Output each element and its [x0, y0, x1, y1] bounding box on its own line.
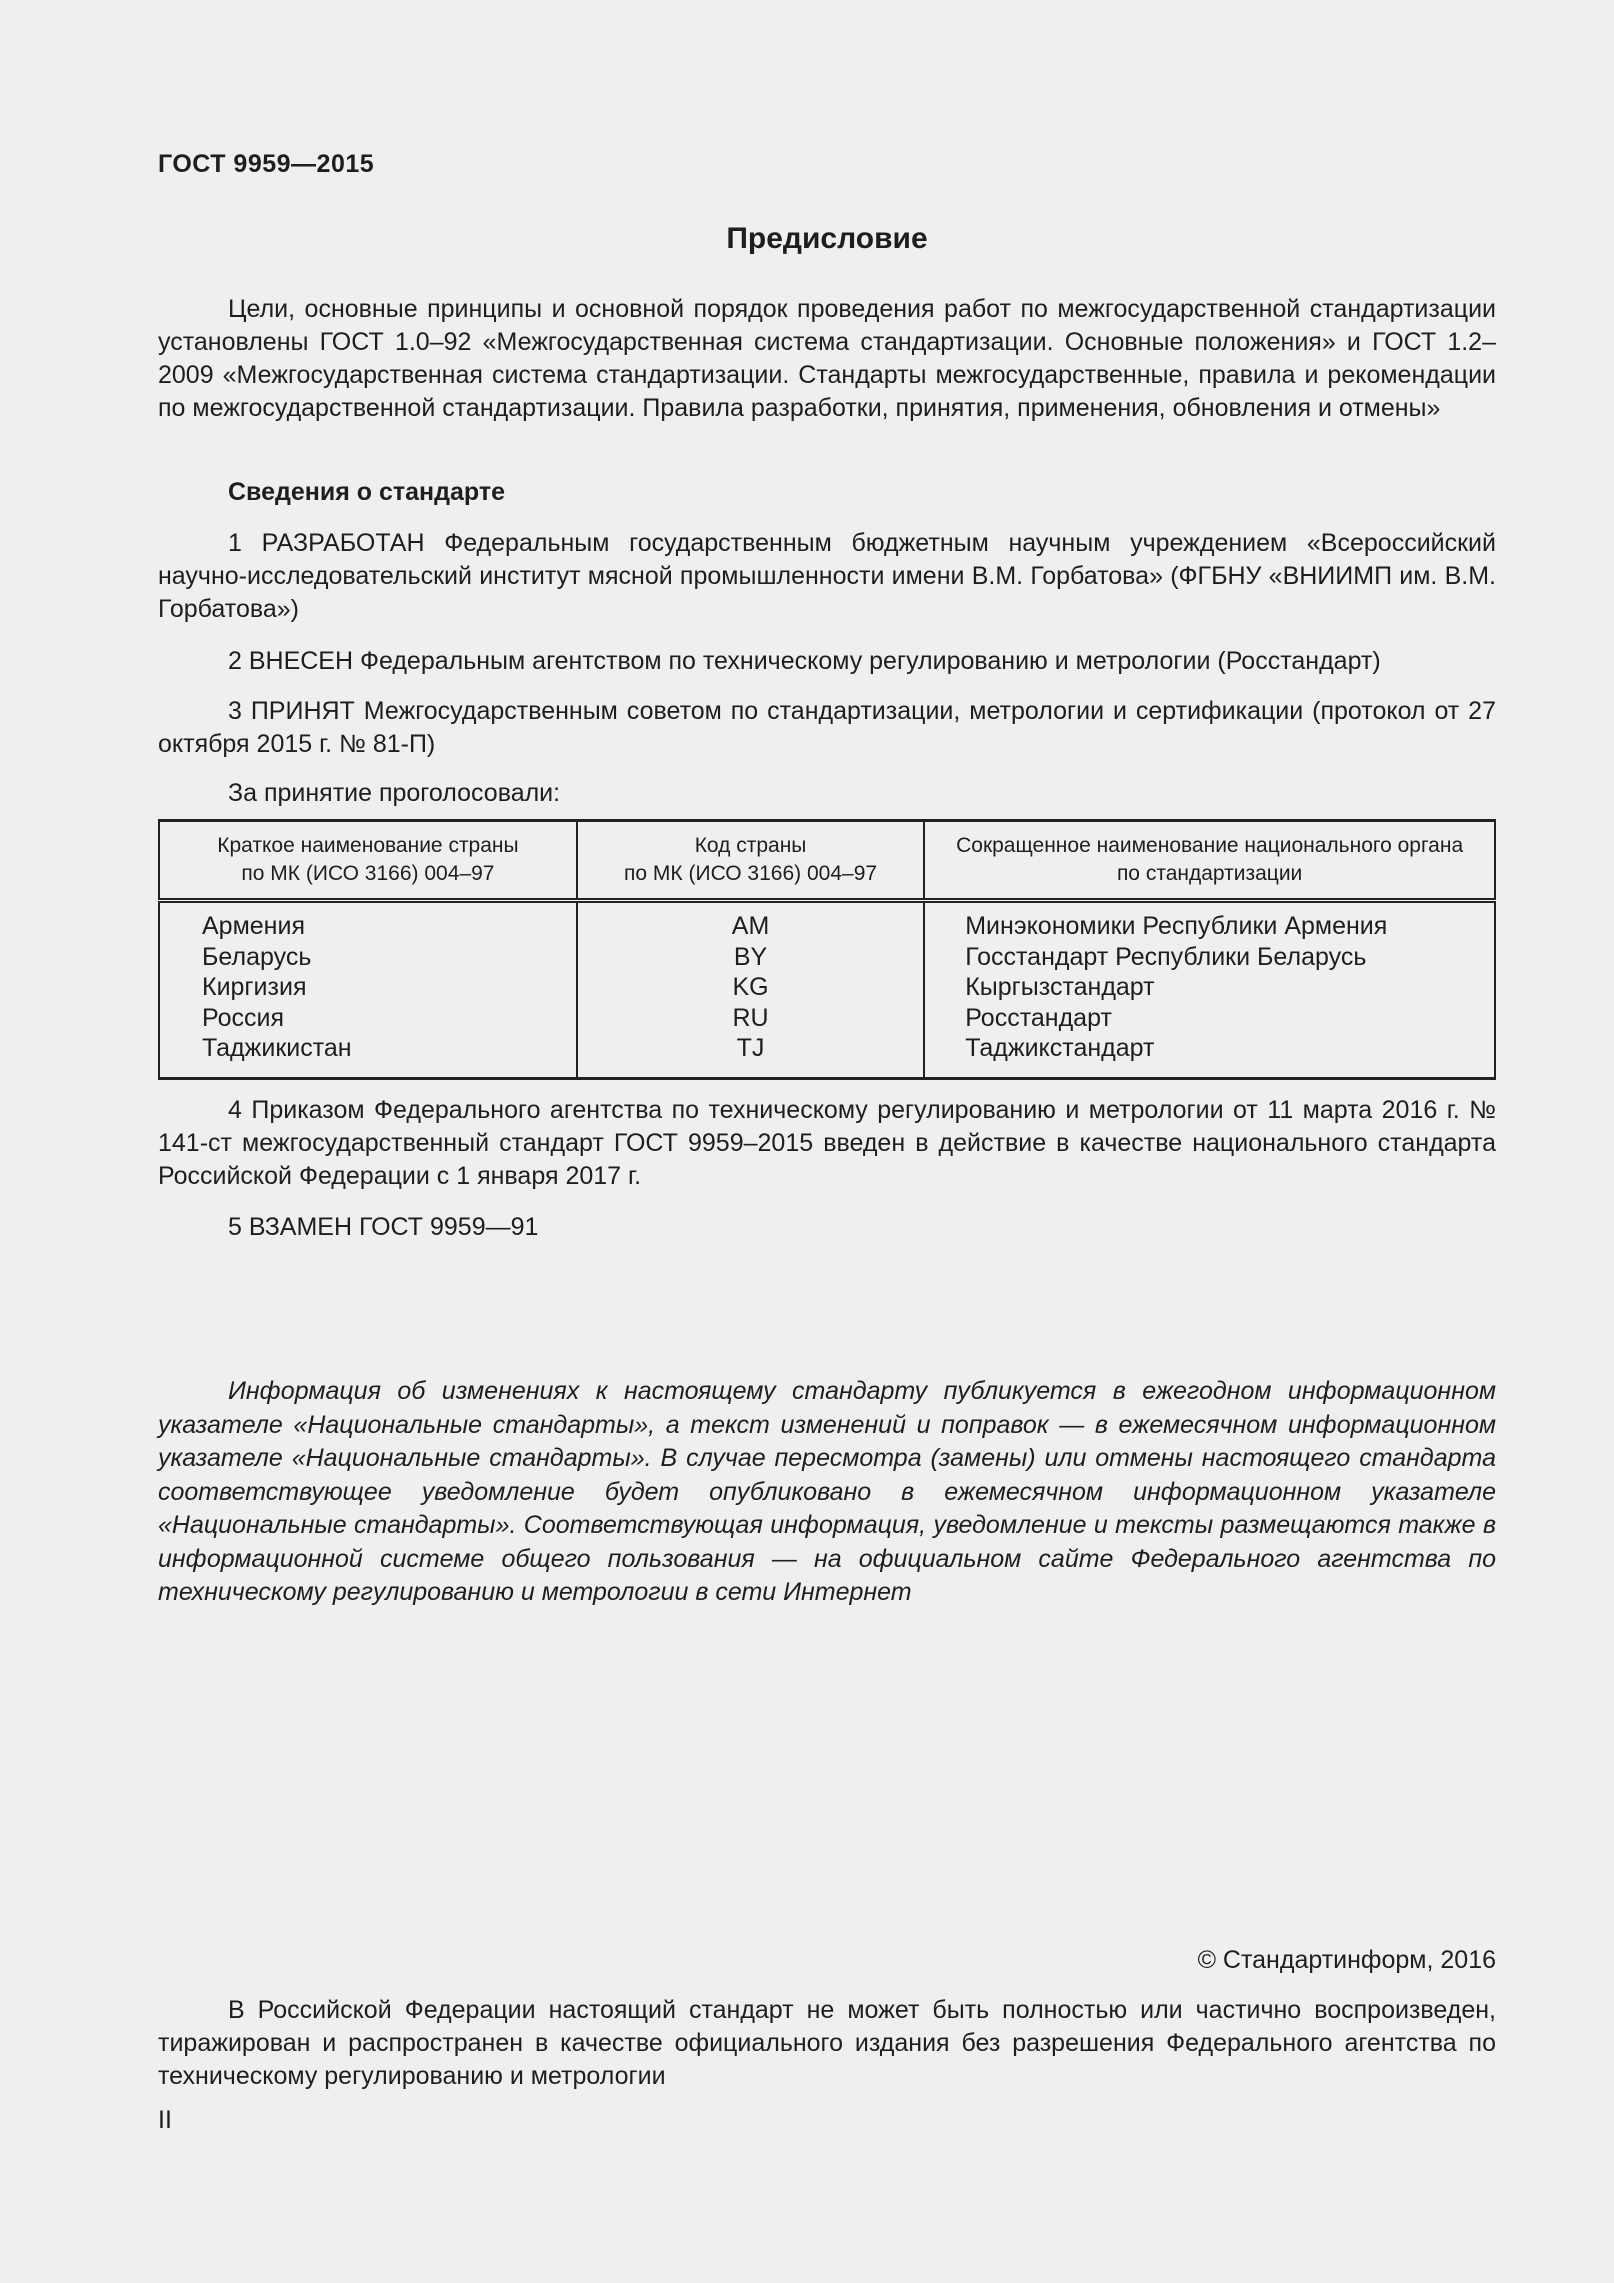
- voting-table: [158, 819, 1496, 1080]
- page-title: Предисловие: [726, 222, 928, 255]
- country-code: RU: [732, 1003, 769, 1032]
- page-number: II: [158, 2106, 172, 2134]
- header-country-code: Код страны по МК (ИСО 3166) 004–97: [577, 821, 924, 901]
- table-row: [159, 901, 1495, 1079]
- national-body: Минэкономики Республики Армения: [965, 912, 1388, 940]
- national-bodies-cell: [924, 901, 1495, 1079]
- country-name: Армения: [202, 912, 305, 940]
- country-code: TJ: [736, 1034, 765, 1062]
- section-subheading: Сведения о стандарте: [228, 478, 506, 506]
- national-body: Госстандарт Республики Беларусь: [965, 942, 1367, 971]
- voted-label: За принятие проголосовали:: [228, 779, 561, 807]
- country-code: BY: [733, 942, 768, 971]
- changes-info-notice: Информация об изменениях к настоящему стандарту публикуется в ежегодном информационном указателе «Национальные стандарты», а текст изменений и поправок — в ежемесячном информационном указателе «Национальные стандарты». В случае пересмотра (замены) или отмены настоящего стандарта соответствующее уведомление будет опубликовано в ежемесячном информационном указателе «Национальные стандарты». Соответствующая информация, уведомление и тексты размещаются также в информационной системе общего пользования — на официальном сайте Федерального агентства по техническому регулированию и метрологии в сети Интернет: [158, 1377, 1496, 1606]
- header-national-body: Сокращенное наименование национального органа по стандартизации: [924, 821, 1495, 901]
- header-country-name: Краткое наименование страны по МК (ИСО 3166) 004–97: [159, 821, 577, 901]
- national-body: Таджикстандарт: [965, 1034, 1155, 1062]
- intro-paragraph: Цели, основные принципы и основной порядок проведения работ по межгосударственной стандартизации установлены ГОСТ 1.0–92 «Межгосударственная система стандартизации. Основные положения» и ГОСТ 1.2–2009 «Межгосударственная система стандартизации. Стандарты межгосударственные, правила и рекомендации по межгосударственной стандартизации. Правила разработки, принятия, применения, обновления и отмены»: [158, 295, 1496, 422]
- country-name: Киргизия: [202, 973, 307, 1001]
- country-code: KG: [732, 973, 769, 1001]
- item-4-enacted: 4 Приказом Федерального агентства по техническому регулированию и метрологии от 11 марта 2016 г. № 141-ст межгосударственный стандарт ГОСТ 9959–2015 введен в действие в качестве национального стандарта Российской Федерации с 1 января 2017 г.: [158, 1096, 1496, 1190]
- item-2-submitted: 2 ВНЕСЕН Федеральным агентством по техническому регулированию и метрологии (Росстандарт): [228, 647, 1381, 675]
- national-body: Росстандарт: [965, 1003, 1112, 1032]
- country-names-cell: [159, 901, 577, 1079]
- country-code: AM: [731, 912, 770, 940]
- item-5-replaces: 5 ВЗАМЕН ГОСТ 9959—91: [228, 1213, 539, 1241]
- item-1-developed: 1 РАЗРАБОТАН Федеральным государственным бюджетным научным учреждением «Всероссийский научно-исследовательский институт мясной промышленности имени В.М. Горбатова» (ФГБНУ «ВНИИМП им. В.М. Горбатова»): [158, 529, 1496, 623]
- document-code: ГОСТ 9959—2015: [158, 150, 375, 178]
- country-name: Беларусь: [202, 942, 312, 971]
- item-3-adopted: 3 ПРИНЯТ Межгосударственным советом по стандартизации, метрологии и сертификации (протокол от 27 октября 2015 г. № 81-П): [158, 697, 1496, 758]
- country-name: Таджикистан: [202, 1034, 352, 1062]
- reproduction-notice: В Российской Федерации настоящий стандарт не может быть полностью или частично воспроизведен, тиражирован и распространен в качестве официального издания без разрешения Федерального агентства по техническому регулированию и метрологии: [158, 1996, 1496, 2090]
- country-codes-cell: [577, 901, 924, 1079]
- national-body: Кыргызстандарт: [965, 973, 1155, 1001]
- copyright-line: © Стандартинформ, 2016: [1197, 1946, 1496, 1974]
- country-name: Россия: [202, 1003, 284, 1032]
